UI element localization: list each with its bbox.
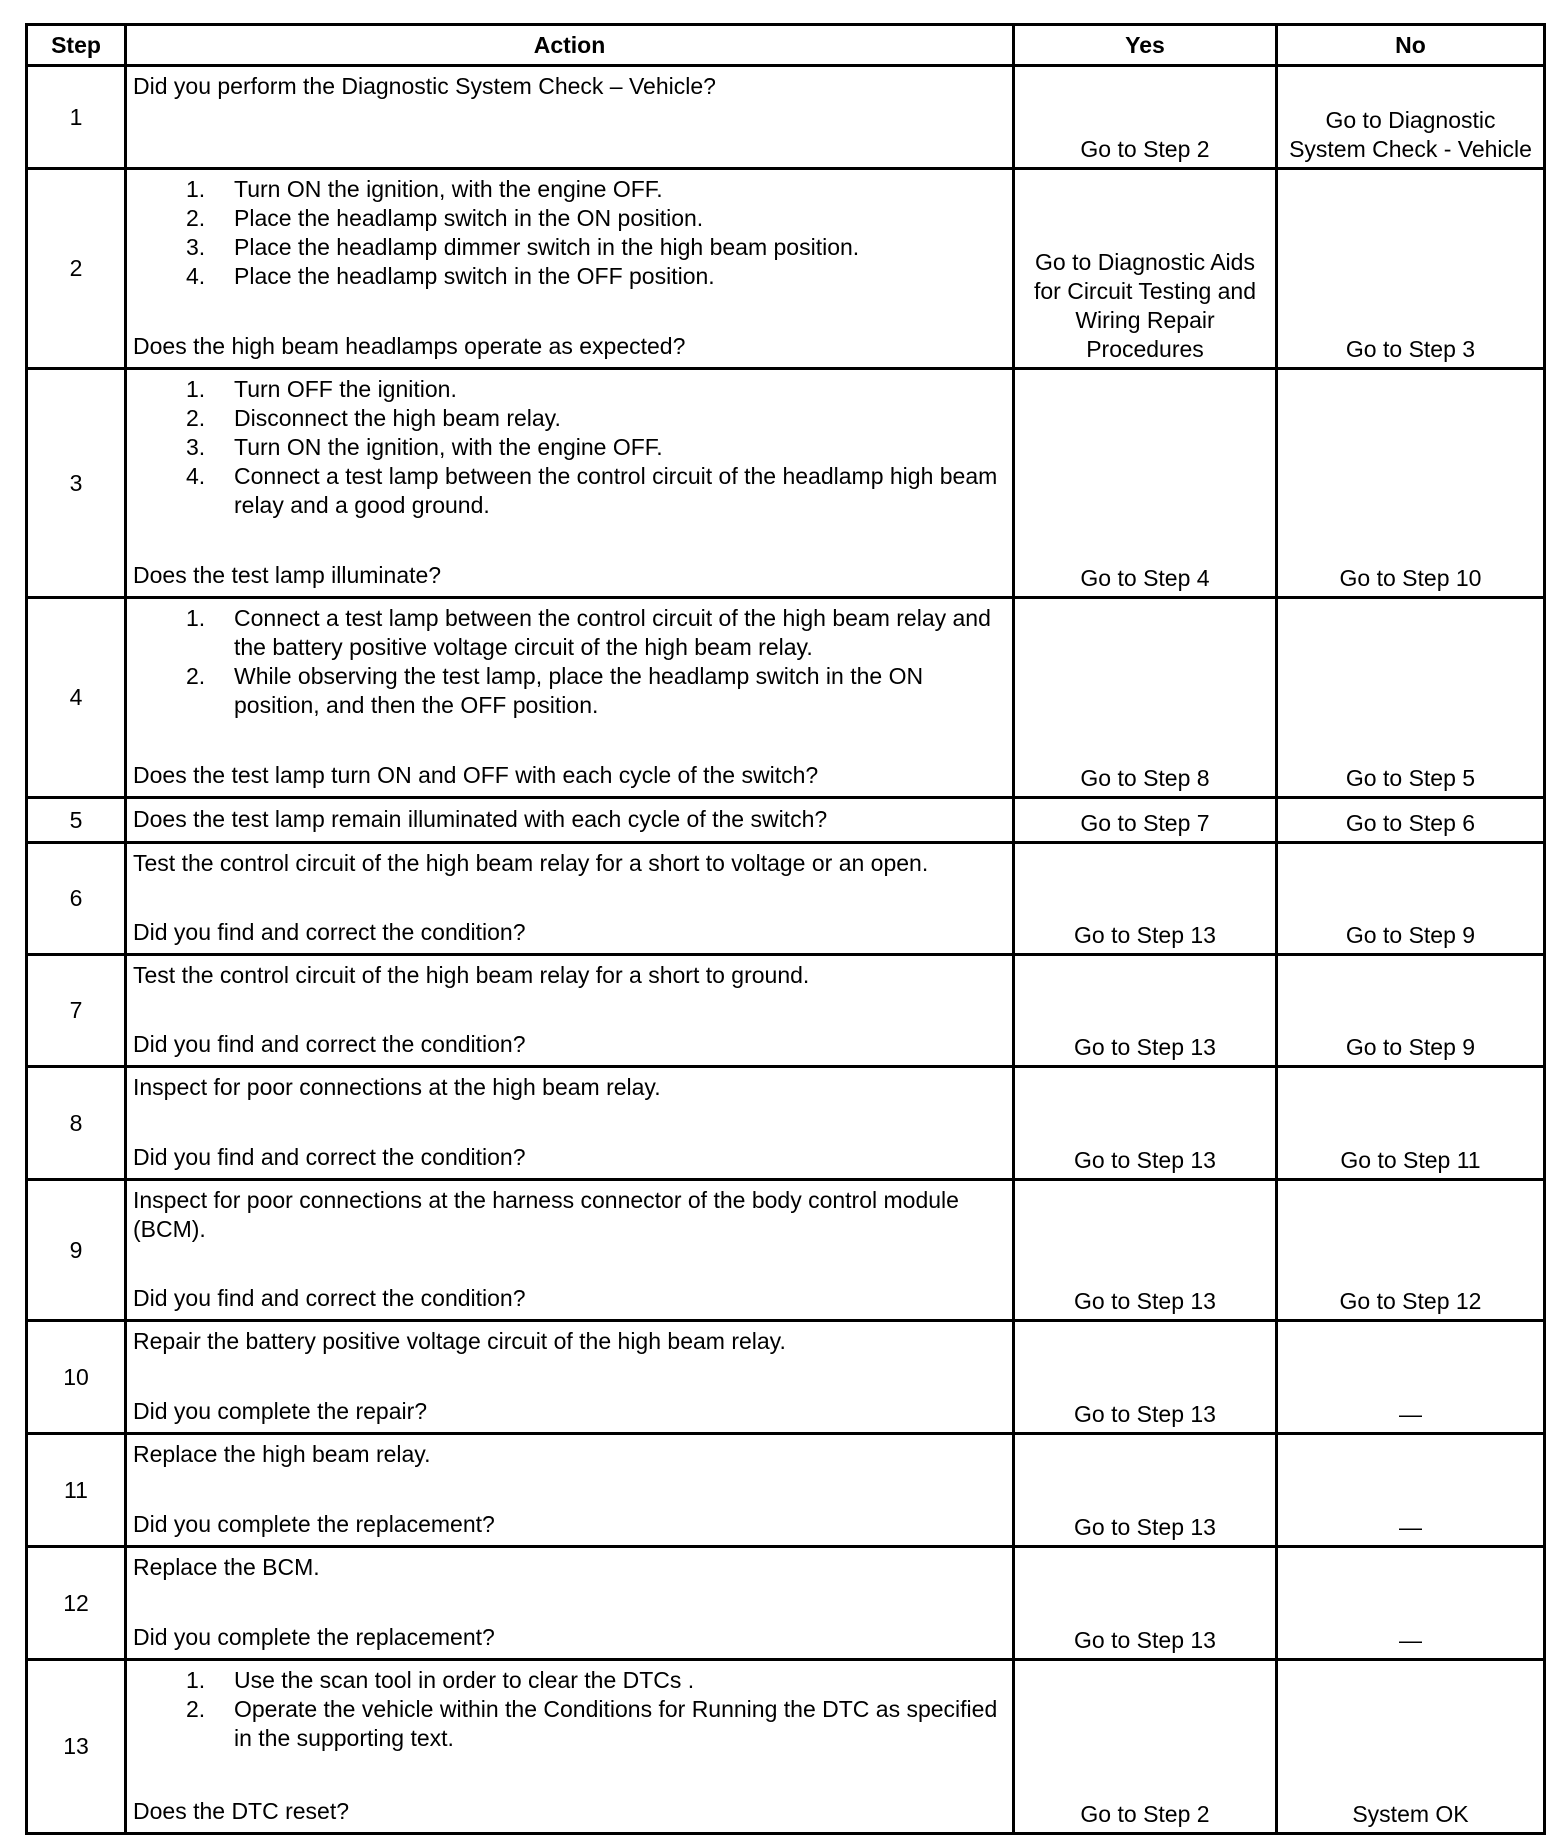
list-item-text: Place the headlamp dimmer switch in the high beam position. bbox=[234, 234, 860, 260]
table-row bbox=[27, 1067, 1545, 1180]
list-item-text: Turn ON the ignition, with the engine OFF. bbox=[234, 434, 663, 460]
action-cell bbox=[126, 369, 1014, 598]
table-row bbox=[27, 1434, 1545, 1547]
step-number: 8 bbox=[27, 1067, 126, 1180]
action-cell bbox=[126, 1067, 1014, 1180]
no-result: Go to Step 11 bbox=[1277, 1067, 1545, 1180]
list-item bbox=[186, 262, 1006, 291]
yes-result: Go to Step 13 bbox=[1014, 1321, 1277, 1434]
action-cell bbox=[126, 1434, 1014, 1547]
header-action: Action bbox=[126, 25, 1014, 66]
table-row bbox=[27, 169, 1545, 369]
yes-result: Go to Step 2 bbox=[1014, 1660, 1277, 1834]
yes-result: Go to Step 8 bbox=[1014, 598, 1277, 798]
list-item-number: 2. bbox=[186, 663, 206, 689]
list-item-text: Connect a test lamp between the control circuit of the headlamp high beam relay and a good ground. bbox=[234, 463, 998, 518]
step-number: 3 bbox=[27, 369, 126, 598]
action-instruction: Did you perform the Diagnostic System Check – Vehicle? bbox=[133, 73, 716, 99]
list-item-number: 1. bbox=[186, 605, 206, 631]
list-item bbox=[186, 662, 1006, 720]
action-steps-list bbox=[133, 1666, 1006, 1753]
action-steps-list bbox=[133, 375, 1006, 520]
action-instruction: Test the control circuit of the high beam relay for a short to ground. bbox=[133, 962, 810, 988]
action-steps-list bbox=[133, 175, 1006, 291]
action-cell bbox=[126, 1660, 1014, 1834]
yes-result: Go to Step 2 bbox=[1014, 66, 1277, 169]
action-question: Does the high beam headlamps operate as expected? bbox=[133, 333, 686, 359]
list-item-text: While observing the test lamp, place the headlamp switch in the ON position, and then the OFF position. bbox=[234, 663, 924, 718]
table-row bbox=[27, 1180, 1545, 1321]
table-row bbox=[27, 843, 1545, 955]
header-row bbox=[27, 25, 1545, 66]
action-cell bbox=[126, 66, 1014, 169]
table-row bbox=[27, 369, 1545, 598]
action-cell bbox=[126, 1547, 1014, 1660]
no-result: Go to Step 3 bbox=[1277, 169, 1545, 369]
action-instruction: Inspect for poor connections at the harness connector of the body control module (BCM). bbox=[133, 1187, 959, 1242]
no-result: Go to Diagnostic System Check - Vehicle bbox=[1277, 66, 1545, 169]
step-number: 5 bbox=[27, 798, 126, 843]
yes-result: Go to Step 13 bbox=[1014, 1180, 1277, 1321]
action-question: Does the DTC reset? bbox=[133, 1798, 350, 1824]
table-body bbox=[27, 66, 1545, 1834]
list-item bbox=[186, 1666, 1006, 1695]
yes-result: Go to Step 13 bbox=[1014, 1547, 1277, 1660]
step-number: 9 bbox=[27, 1180, 126, 1321]
action-instruction: Replace the high beam relay. bbox=[133, 1441, 431, 1467]
table-row bbox=[27, 598, 1545, 798]
list-item-number: 2. bbox=[186, 1696, 206, 1722]
action-cell bbox=[126, 169, 1014, 369]
no-result: — bbox=[1277, 1434, 1545, 1547]
action-instruction: Repair the battery positive voltage circuit of the high beam relay. bbox=[133, 1328, 786, 1354]
table-row bbox=[27, 955, 1545, 1067]
step-number: 12 bbox=[27, 1547, 126, 1660]
list-item-number: 2. bbox=[186, 405, 206, 431]
no-result: Go to Step 9 bbox=[1277, 843, 1545, 955]
header-no: No bbox=[1277, 25, 1545, 66]
action-cell bbox=[126, 1180, 1014, 1321]
list-item bbox=[186, 1695, 1006, 1753]
diagnostic-table bbox=[25, 23, 1546, 1835]
yes-result: Go to Step 13 bbox=[1014, 843, 1277, 955]
list-item-number: 1. bbox=[186, 176, 206, 202]
step-number: 11 bbox=[27, 1434, 126, 1547]
action-question: Did you complete the replacement? bbox=[133, 1511, 495, 1537]
list-item-text: Turn ON the ignition, with the engine OFF. bbox=[234, 176, 663, 202]
table-row bbox=[27, 66, 1545, 169]
list-item bbox=[186, 433, 1006, 462]
list-item-text: Place the headlamp switch in the OFF position. bbox=[234, 263, 715, 289]
step-number: 1 bbox=[27, 66, 126, 169]
action-cell bbox=[126, 843, 1014, 955]
no-result: Go to Step 6 bbox=[1277, 798, 1545, 843]
yes-result: Go to Step 4 bbox=[1014, 369, 1277, 598]
list-item-text: Operate the vehicle within the Conditions for Running the DTC as specified in the supporting text. bbox=[234, 1696, 998, 1751]
list-item-text: Use the scan tool in order to clear the DTCs . bbox=[234, 1667, 695, 1693]
action-question: Does the test lamp illuminate? bbox=[133, 562, 442, 588]
no-result: Go to Step 12 bbox=[1277, 1180, 1545, 1321]
list-item bbox=[186, 462, 1006, 520]
step-number: 2 bbox=[27, 169, 126, 369]
action-instruction: Inspect for poor connections at the high beam relay. bbox=[133, 1074, 661, 1100]
no-result: — bbox=[1277, 1321, 1545, 1434]
no-result: Go to Step 10 bbox=[1277, 369, 1545, 598]
action-cell bbox=[126, 598, 1014, 798]
action-question: Does the test lamp remain illuminated with each cycle of the switch? bbox=[133, 806, 828, 832]
action-instruction: Test the control circuit of the high beam relay for a short to voltage or an open. bbox=[133, 850, 929, 876]
no-result: System OK bbox=[1277, 1660, 1545, 1834]
action-cell bbox=[126, 1321, 1014, 1434]
table-row bbox=[27, 1660, 1545, 1834]
no-result: — bbox=[1277, 1547, 1545, 1660]
list-item-number: 3. bbox=[186, 434, 206, 460]
step-number: 13 bbox=[27, 1660, 126, 1834]
action-question: Does the test lamp turn ON and OFF with each cycle of the switch? bbox=[133, 762, 819, 788]
action-question: Did you find and correct the condition? bbox=[133, 1285, 526, 1311]
step-number: 7 bbox=[27, 955, 126, 1067]
table-row bbox=[27, 1321, 1545, 1434]
list-item-text: Place the headlamp switch in the ON position. bbox=[234, 205, 704, 231]
list-item-number: 4. bbox=[186, 263, 206, 289]
action-question: Did you complete the repair? bbox=[133, 1398, 428, 1424]
list-item bbox=[186, 375, 1006, 404]
yes-result: Go to Step 13 bbox=[1014, 955, 1277, 1067]
header-step: Step bbox=[27, 25, 126, 66]
list-item bbox=[186, 233, 1006, 262]
list-item bbox=[186, 604, 1006, 662]
list-item bbox=[186, 175, 1006, 204]
list-item-text: Disconnect the high beam relay. bbox=[234, 405, 561, 431]
yes-result: Go to Step 13 bbox=[1014, 1434, 1277, 1547]
step-number: 4 bbox=[27, 598, 126, 798]
no-result: Go to Step 9 bbox=[1277, 955, 1545, 1067]
table-row bbox=[27, 1547, 1545, 1660]
yes-result: Go to Diagnostic Aids for Circuit Testing and Wiring Repair Procedures bbox=[1014, 169, 1277, 369]
list-item-number: 4. bbox=[186, 463, 206, 489]
list-item-number: 2. bbox=[186, 205, 206, 231]
list-item-text: Connect a test lamp between the control circuit of the high beam relay and the battery positive voltage circuit of the high beam relay. bbox=[234, 605, 991, 660]
yes-result: Go to Step 7 bbox=[1014, 798, 1277, 843]
action-instruction: Replace the BCM. bbox=[133, 1554, 320, 1580]
list-item bbox=[186, 204, 1006, 233]
action-cell bbox=[126, 798, 1014, 843]
list-item-number: 3. bbox=[186, 234, 206, 260]
action-question: Did you find and correct the condition? bbox=[133, 919, 526, 945]
list-item-text: Turn OFF the ignition. bbox=[234, 376, 457, 402]
action-question: Did you find and correct the condition? bbox=[133, 1031, 526, 1057]
action-steps-list bbox=[133, 604, 1006, 720]
list-item-number: 1. bbox=[186, 1667, 206, 1693]
no-result: Go to Step 5 bbox=[1277, 598, 1545, 798]
action-cell bbox=[126, 955, 1014, 1067]
list-item bbox=[186, 404, 1006, 433]
header-yes: Yes bbox=[1014, 25, 1277, 66]
list-item-number: 1. bbox=[186, 376, 206, 402]
step-number: 10 bbox=[27, 1321, 126, 1434]
action-question: Did you complete the replacement? bbox=[133, 1624, 495, 1650]
action-question: Did you find and correct the condition? bbox=[133, 1144, 526, 1170]
step-number: 6 bbox=[27, 843, 126, 955]
yes-result: Go to Step 13 bbox=[1014, 1067, 1277, 1180]
table-row bbox=[27, 798, 1545, 843]
